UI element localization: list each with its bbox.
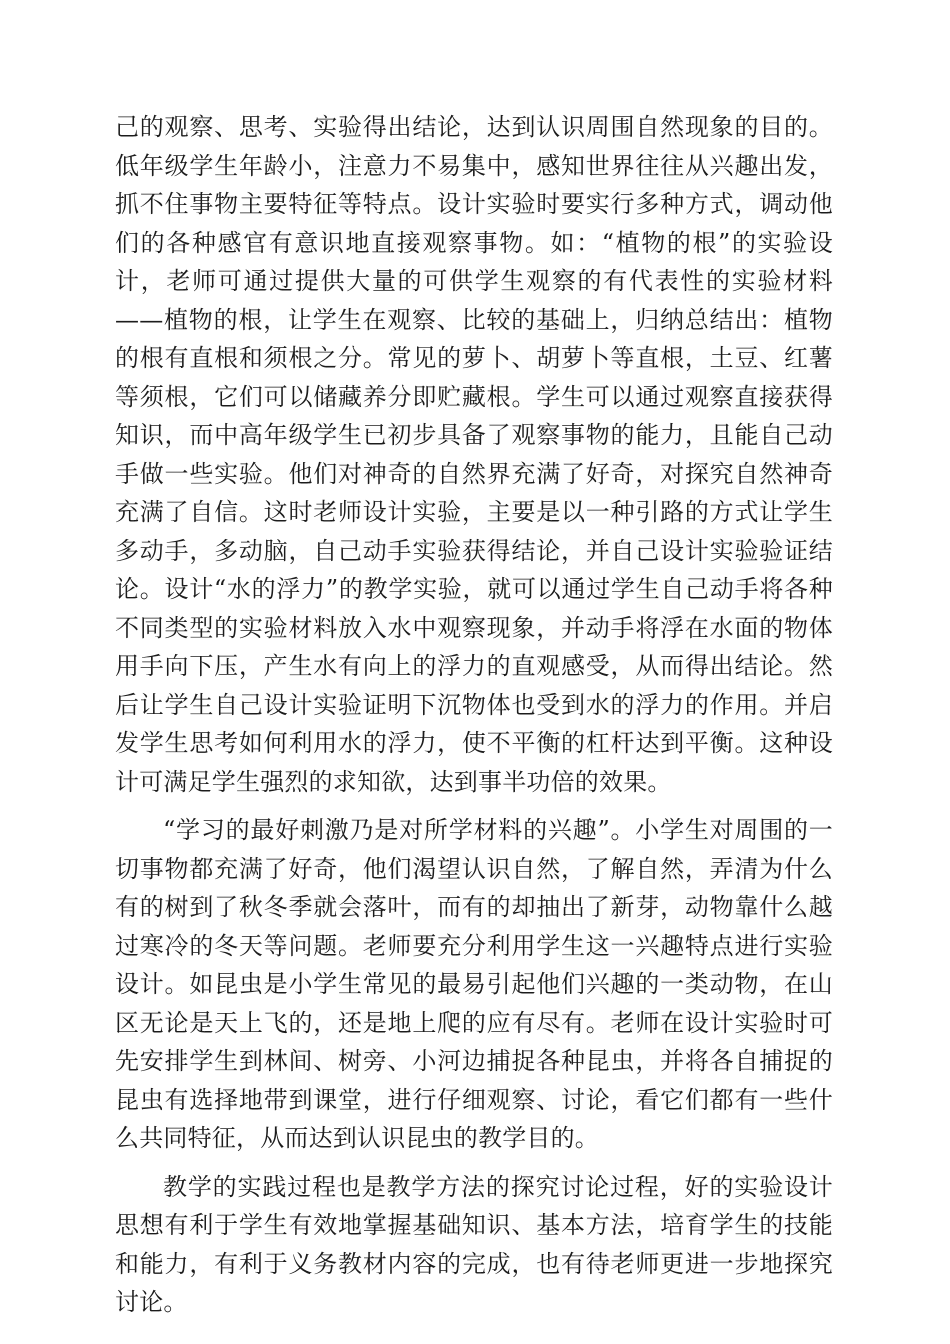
paragraph-gap bbox=[115, 801, 833, 811]
paragraph-gap bbox=[115, 1158, 833, 1168]
paragraph-2: “学习的最好刺激乃是对所学材料的兴趣”。小学生对周围的一切事物都充满了好奇，他们渴望认识自然，了解自然，弄清为什么有的树到了秋冬季就会落叶，而有的却抽出了新芽，动物靠什么越过寒冷的冬天等问题。老师要充分利用学生这一兴趣特点进行实验设计。如昆虫是小学生常见的最易引起他们兴趣的一类动物，在山区无论是天上飞的，还是地上爬的应有尽有。老师在设计实验时可先安排学生到林间、树旁、小河边捕捉各种昆虫，并将各自捕捉的昆虫有选择地带到课堂，进行仔细观察、讨论，看它们都有一些什么共同特征，从而达到认识昆虫的教学目的。 bbox=[115, 816, 833, 1152]
paragraph-3: 教学的实践过程也是教学方法的探究讨论过程，好的实验设计思想有利于学生有效地掌握基础知识、基本方法，培育学生的技能和能力，有利于义务教材内容的完成，也有待老师更进一步地探究讨论。 bbox=[115, 1172, 833, 1316]
paragraph-1: 己的观察、思考、实验得出结论，达到认识周围自然现象的目的。低年级学生年龄小，注意力不易集中，感知世界往往从兴趣出发，抓不住事物主要特征等特点。设计实验时要实行多种方式，调动他们的各种感官有意识地直接观察事物。如：“植物的根”的实验设计，老师可通过提供大量的可供学生观察的有代表性的实验材料——植物的根，让学生在观察、比较的基础上，归纳总结出：植物的根有直根和须根之分。常见的萝卜、胡萝卜等直根，土豆、红薯等须根，它们可以储藏养分即贮藏根。学生可以通过观察直接获得知识，而中高年级学生已初步具备了观察事物的能力，且能自己动手做一些实验。他们对神奇的自然界充满了好奇，对探究自然神奇充满了自信。这时老师设计实验，主要是以一种引路的方式让学生多动手，多动脑，自己动手实验获得结论，并自己设计实验验证结论。设计“水的浮力”的教学实验，就可以通过学生自己动手将各种不同类型的实验材料放入水中观察现象，并动手将浮在水面的物体用手向下压，产生水有向上的浮力的直观感受，从而得出结论。然后让学生自己设计实验证明下沉物体也受到水的浮力的作用。并启发学生思考如何利用水的浮力，使不平衡的杠杆达到平衡。这种设计可满足学生强烈的求知欲，达到事半功倍的效果。 bbox=[115, 113, 833, 796]
document-body bbox=[115, 108, 833, 1322]
